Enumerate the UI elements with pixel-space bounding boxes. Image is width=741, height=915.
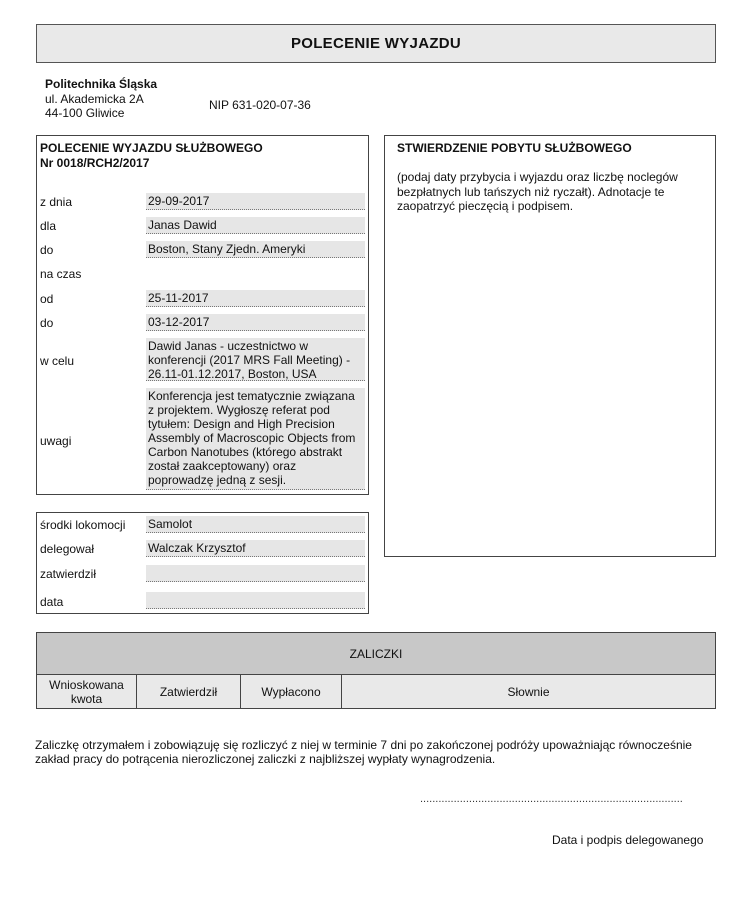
document-title: POLECENIE WYJAZDU bbox=[36, 24, 716, 63]
signature-label: Data i podpis delegowanego bbox=[552, 833, 704, 847]
for-label: dla bbox=[40, 219, 57, 233]
advances-title: ZALICZKI bbox=[37, 633, 715, 675]
remarks-label: uwagi bbox=[40, 434, 72, 448]
date-label: z dnia bbox=[40, 195, 73, 209]
signature-line[interactable]: ...................................................................................... bbox=[420, 793, 683, 805]
transport-means-field[interactable]: Samolot bbox=[146, 516, 365, 533]
column-approved: Zatwierdził bbox=[137, 675, 241, 708]
issuer-street: ul. Akademicka 2A bbox=[45, 91, 144, 106]
stay-heading: STWIERDZENIE POBYTU SŁUŻBOWEGO bbox=[397, 141, 632, 155]
approved-label: zatwierdził bbox=[40, 567, 97, 581]
destination-label: do bbox=[40, 243, 54, 257]
for-field[interactable]: Janas Dawid bbox=[146, 217, 365, 234]
issuer-block bbox=[45, 77, 157, 121]
column-in-words: Słownie bbox=[342, 675, 715, 708]
purpose-field[interactable]: Dawid Janas - uczestnictwo w konferencji (2017 MRS Fall Meeting) - 26.11-01.12.2017, Boston, USA bbox=[146, 338, 365, 381]
transport-means-label: środki lokomocji bbox=[40, 518, 126, 532]
approval-date-label: data bbox=[40, 595, 64, 609]
date-field[interactable]: 29-09-2017 bbox=[146, 193, 365, 210]
order-heading-title: POLECENIE WYJAZDU SŁUŻBOWEGO bbox=[40, 141, 263, 155]
order-number: Nr 0018/RCH2/2017 bbox=[40, 156, 150, 170]
from-label: od bbox=[40, 292, 54, 306]
delegated-label: delegował bbox=[40, 542, 95, 556]
stay-note: (podaj daty przybycia i wyjazdu oraz liczbę noclegów bezpłatnych lub tańszych niż ryczałt). Adnotacje te zaopatrzyć pieczęcią i podpisem. bbox=[397, 170, 678, 213]
column-paid: Wypłacono bbox=[241, 675, 342, 708]
column-requested-amount: Wnioskowana kwota bbox=[37, 675, 137, 708]
remarks-field[interactable]: Konferencja jest tematycznie związana z projektem. Wygłoszę referat pod tytułem: Design and High Precision Assembly of Macroscopic Objects from Carbon Nanotubes (którego abstrakt został zaakceptowany) oraz poprowadzę jedną z sesji. bbox=[146, 388, 365, 490]
order-heading bbox=[40, 141, 263, 171]
until-field[interactable]: 03-12-2017 bbox=[146, 314, 365, 331]
destination-field[interactable]: Boston, Stany Zjedn. Ameryki bbox=[146, 241, 365, 258]
purpose-label: w celu bbox=[40, 354, 75, 368]
delegated-field[interactable]: Walczak Krzysztof bbox=[146, 540, 365, 557]
until-label: do bbox=[40, 316, 54, 330]
duration-label: na czas bbox=[40, 267, 82, 281]
approved-field[interactable] bbox=[146, 565, 365, 582]
issuer-nip: NIP 631-020-07-36 bbox=[209, 98, 311, 112]
declaration-text: Zaliczkę otrzymałem i zobowiązuję się rozliczyć z niej w terminie 7 dni po zakończonej podróży upoważniając równocześnie zakład pracy do potrącenia nierozliczonej zaliczki z najbliższej wypłaty wynagrodzenia. bbox=[35, 738, 692, 766]
from-field[interactable]: 25-11-2017 bbox=[146, 290, 365, 307]
issuer-name: Politechnika Śląska bbox=[45, 77, 158, 91]
issuer-city: 44-100 Gliwice bbox=[45, 106, 125, 120]
approval-date-field[interactable] bbox=[146, 592, 365, 609]
